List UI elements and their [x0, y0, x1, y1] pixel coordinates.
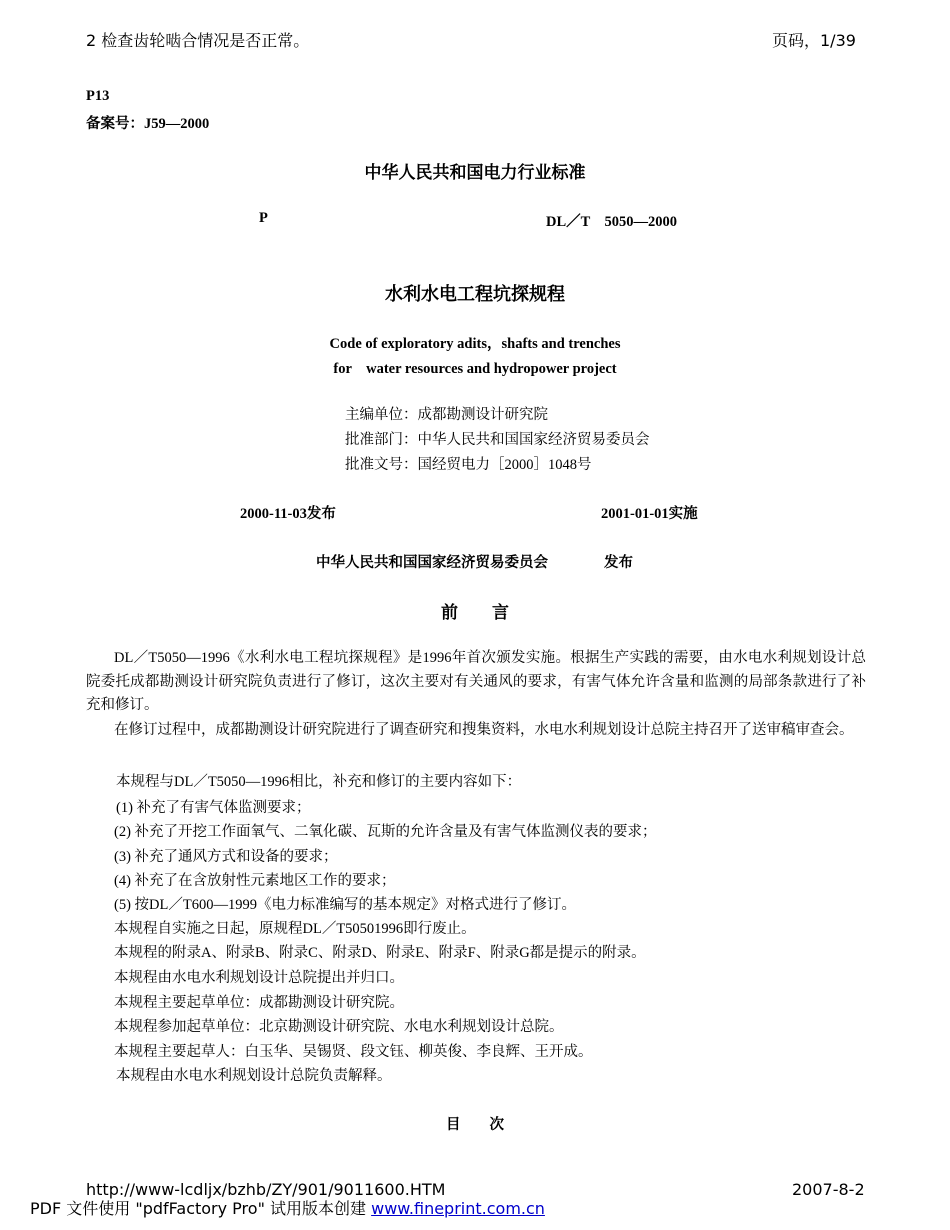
preface-line: (2) 补充了开挖工作面氧气、二氧化碳、瓦斯的允许含量及有害气体监测仪表的要求；: [114, 824, 657, 840]
code-p13: P13: [86, 88, 110, 104]
pdf-creator-text: PDF 文件使用 "pdfFactory Pro" 试用版本创建: [30, 1199, 372, 1218]
preface-line: 本规程由水电水利规划设计总院提出并归口。: [114, 970, 404, 986]
preface-paragraph-2: 在修订过程中，成都勘测设计研究院进行了调查研究和搜集资料，水电水利规划设计总院主持召开了送审稿审查会。: [114, 722, 854, 738]
page-number: 页码，1/39: [772, 31, 856, 50]
preface-line: (1) 补充了有害气体监测要求；: [116, 800, 311, 816]
preface-line: 本规程与DL／T5050—1996相比，补充和修订的主要内容如下：: [116, 774, 522, 790]
classification-code: P: [259, 210, 268, 226]
footer-url: http://www-lcdljx/bzhb/ZY/901/9011600.HTM: [86, 1180, 446, 1199]
preface-line: 本规程由水电水利规划设计总院负责解释。: [116, 1068, 392, 1084]
issue-label: 发布: [604, 555, 633, 571]
document-title-cn: 水利水电工程坑探规程: [385, 284, 565, 304]
publish-date: 2000-11-03发布: [240, 506, 336, 522]
preface-line: (5) 按DL／T600—1999《电力标准编写的基本规定》对格式进行了修订。: [114, 897, 576, 913]
preface-line: 本规程自实施之日起，原规程DL／T50501996即行废止。: [114, 921, 476, 937]
preface-heading: 前 言: [441, 603, 509, 622]
editor-unit: 主编单位：成都勘测设计研究院: [345, 407, 548, 423]
standard-number: DL／T 5050—2000: [546, 214, 678, 230]
preface-line: 本规程的附录A、附录B、附录C、附录D、附录E、附录F、附录G都是提示的附录。: [114, 945, 646, 961]
preface-line: 本规程参加起草单位：北京勘测设计研究院、水电水利规划设计总院。: [114, 1019, 564, 1035]
document-title-en-line2: for water resources and hydropower project: [333, 361, 617, 377]
page-header-left: 2 检查齿轮啮合情况是否正常。: [86, 31, 310, 50]
pdf-creator-note: [30, 1196, 545, 1219]
footer-date: 2007-8-2: [792, 1180, 865, 1199]
industry-standard-title: 中华人民共和国电力行业标准: [364, 163, 586, 182]
preface-line: 本规程主要起草单位：成都勘测设计研究院。: [114, 995, 404, 1011]
preface-line: (4) 补充了在含放射性元素地区工作的要求；: [114, 873, 396, 889]
approving-department: 批准部门：中华人民共和国国家经济贸易委员会: [345, 432, 650, 448]
preface-line: 本规程主要起草人：白玉华、吴锡贤、段文钰、柳英俊、李良辉、王开成。: [114, 1044, 593, 1060]
document-title-en-line1: Code of exploratory adits，shafts and trenches: [329, 336, 621, 352]
issuing-authority: 中华人民共和国国家经济贸易委员会: [316, 555, 548, 571]
toc-heading: 目 次: [446, 1117, 504, 1133]
preface-line: (3) 补充了通风方式和设备的要求；: [114, 849, 338, 865]
record-number: 备案号：J59—2000: [86, 116, 210, 132]
preface-paragraph-1: DL／T5050—1996《水利水电工程坑探规程》是1996年首次颁发实施。根据生产实践的需要，由水电水利规划设计总院委托成都勘测设计研究院负责进行了修订，这次主要对有关通风的要求，有害气体允许含量和监测的局部条款进行了补充和修订。: [86, 650, 866, 713]
approval-document: 批准文号：国经贸电力［2000］1048号: [345, 457, 592, 473]
implement-date: 2001-01-01实施: [601, 506, 698, 522]
fineprint-link[interactable]: www.fineprint.com.cn: [371, 1199, 545, 1218]
